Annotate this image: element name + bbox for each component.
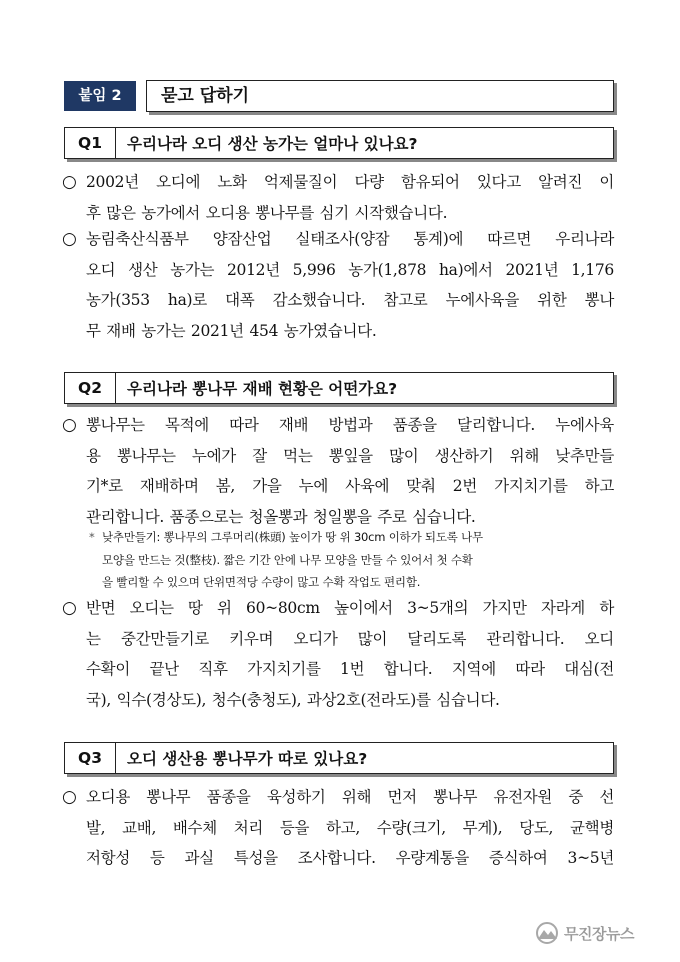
bullet-circle: ○ bbox=[62, 787, 77, 807]
text-line: 오디용 뽕나무 품종을 육성하기 위해 먼저 뽕나무 유전자원 중 선 bbox=[86, 788, 614, 806]
text-line: 기*로 재배하며 봄, 가을 누에 사육에 맞춰 2번 가지치기를 하고 bbox=[86, 477, 614, 495]
footnote-bullet: * bbox=[89, 530, 95, 544]
watermark-text: 무진장뉴스 bbox=[564, 924, 634, 943]
text-line: 후 많은 농가에서 오디용 뽕나무를 심기 시작했습니다. bbox=[86, 203, 448, 222]
text-line: 오디 생산 농가는 2012년 5,996 농가(1,878 ha)에서 2021년 1,176 bbox=[86, 260, 614, 279]
text-line: 반면 오디는 땅 위 60~80cm 높이에서 3~5개의 가지만 자라게 하 bbox=[86, 599, 614, 617]
footnote-line: 모양을 만드는 것(整枝). 짧은 기간 안에 나무 모양을 만들 수 있어서 첫 수확 bbox=[102, 552, 473, 567]
q2-question: 우리나라 뽕나무 재배 현황은 어떤가요? bbox=[127, 380, 398, 398]
q2-question-box bbox=[64, 372, 614, 404]
bullet-circle: ○ bbox=[62, 229, 77, 249]
text-line: 무 재배 농가는 2021년 454 농가였습니다. bbox=[86, 321, 377, 340]
page-title: 묻고 답하기 bbox=[146, 80, 614, 112]
q2-paragraph-2 bbox=[62, 593, 614, 715]
footnote-line: 낮추만들기: 뽕나무의 그루머리(株頭) 높이가 땅 위 30cm 이하가 되도록 나무 bbox=[102, 530, 483, 544]
q1-question: 우리나라 오디 생산 농가는 얼마나 있나요? bbox=[127, 135, 418, 153]
text-line: 농가(353 ha)로 대폭 감소했습니다. 참고로 누에사육을 위한 뽕나 bbox=[86, 291, 614, 309]
footnote bbox=[82, 526, 614, 594]
q2-number: Q2 bbox=[65, 373, 116, 403]
bullet-circle: ○ bbox=[62, 415, 77, 435]
newspaper-logo-icon bbox=[534, 922, 560, 944]
text-line: 는 중간만들기로 키우며 오디가 많이 달리도록 관리합니다. 오디 bbox=[86, 629, 614, 648]
q1-number: Q1 bbox=[65, 128, 116, 158]
q3-question: 오디 생산용 뽕나무가 따로 있나요? bbox=[127, 750, 368, 768]
q1-paragraph-2 bbox=[62, 224, 614, 346]
attachment-tag: 붙임 2 bbox=[64, 81, 136, 111]
text-line: 발, 교배, 배수체 처리 등을 하고, 수량(크기, 무게), 당도, 균핵병 bbox=[86, 818, 614, 837]
watermark-logo bbox=[534, 918, 634, 948]
text-line: 국), 익수(경상도), 청수(충청도), 과상2호(전라도)를 심습니다. bbox=[86, 690, 500, 709]
q1-paragraph-1 bbox=[62, 167, 614, 228]
text-line: 농림축산식품부 양잠산업 실태조사(양잠 통계)에 따르면 우리나라 bbox=[86, 230, 614, 248]
q1-question-box bbox=[64, 127, 614, 159]
bullet-circle: ○ bbox=[62, 172, 77, 192]
text-line: 수확이 끝난 직후 가지치기를 1번 합니다. 지역에 따라 대심(전 bbox=[86, 660, 614, 678]
footnote-line: 을 빨리할 수 있으며 단위면적당 수량이 많고 수확 작업도 편리함. bbox=[102, 575, 421, 589]
q3-number: Q3 bbox=[65, 743, 116, 773]
text-line: 2002년 오디에 노화 억제물질이 다량 함유되어 있다고 알려진 이 bbox=[86, 173, 614, 191]
q3-paragraph-1 bbox=[62, 782, 614, 874]
text-line: 저항성 등 과실 특성을 조사합니다. 우량계통을 증식하여 3~5년 bbox=[86, 849, 614, 867]
q3-question-box bbox=[64, 742, 614, 774]
bullet-circle: ○ bbox=[62, 598, 77, 618]
q2-paragraph-1 bbox=[62, 410, 614, 532]
text-line: 뽕나무는 목적에 따라 재배 방법과 품종을 달리합니다. 누에사육 bbox=[86, 416, 614, 434]
text-line: 용 뽕나무는 누에가 잘 먹는 뽕잎을 많이 생산하기 위해 낮추만들 bbox=[86, 446, 614, 465]
text-line: 관리합니다. 품종으로는 청올뽕과 청일뽕을 주로 심습니다. bbox=[86, 507, 476, 526]
